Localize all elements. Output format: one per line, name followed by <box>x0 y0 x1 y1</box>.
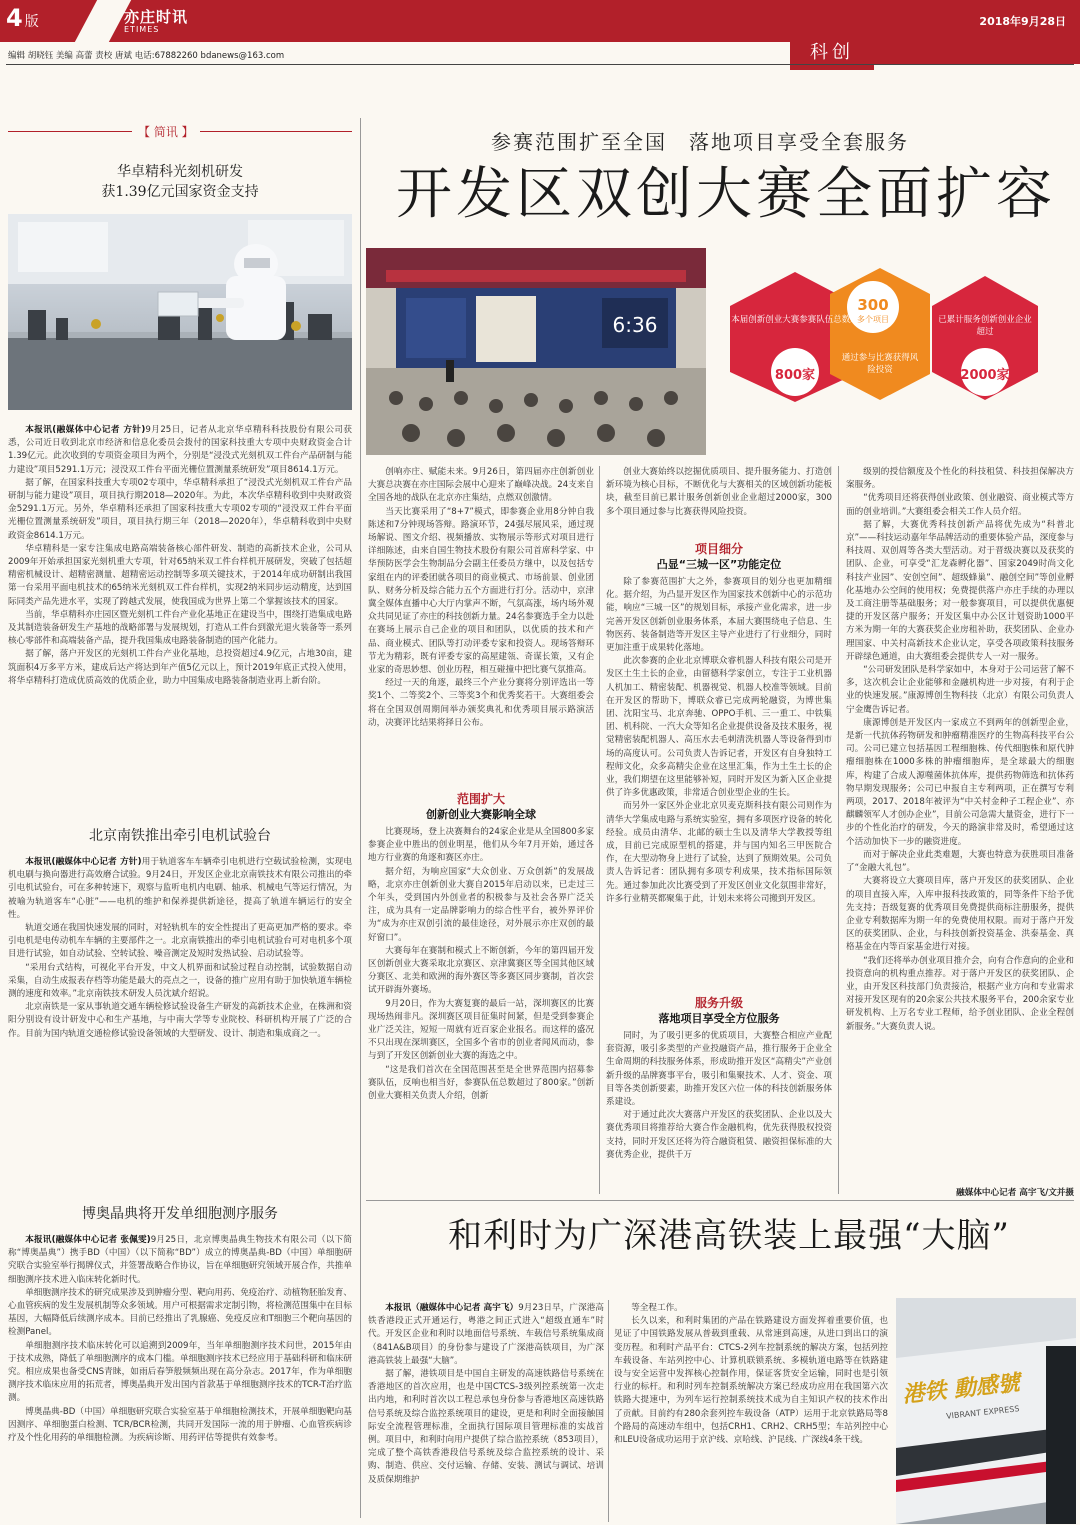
paragraph: 创业大赛始终以挖掘优质项目、提升服务能力、打造创新环境为核心目标，不断优化与大赛相关的区域创新功能板块，截至目前已累计服务创新创业企业超过2000家，300多个项目通过参与比赛获得风险投资。 <box>606 467 832 517</box>
paragraph: 9月20日，作为大赛复赛的最后一站，深圳赛区的比赛现场热闹非凡。深圳赛区项目征集时间紧，但是受到参赛企业广泛关注，短短一周就有近百家企业报名。而这样的盛况不只出现在深圳赛区，全国多个省市的创业者闻风而动，参与到了开发区创新创业大赛的海选之中。 <box>368 998 594 1062</box>
section-title-2: 凸显“三城一区”功能定位 <box>656 558 782 571</box>
brief-label: 【 简讯 】 <box>132 123 200 140</box>
train-photo <box>896 1298 1076 1524</box>
story2-col1 <box>368 1302 604 1524</box>
info-text-3: 已累计服务创新创业企业超过 <box>938 315 1032 337</box>
brief-lead-3: 本报讯(融媒体中心记者 张佩雯) <box>25 1235 151 1245</box>
column-divider <box>599 466 600 1194</box>
editor-credits: 编辑 胡晓钰 美编 高蕾 责校 唐斌 电话:67882260 bdanews@163.com <box>8 51 285 61</box>
feature-kicker: 参赛范围扩至全国 落地项目享受全套服务 <box>491 130 909 154</box>
page-number: 4 版 <box>6 4 39 32</box>
paragraph: 据介绍，为响应国家“大众创业、万众创新”的发展战略，北京亦庄创新创业大赛自2015年启动以来，已走过三个年头，受到国内外创业者的积极参与及社会各界广泛关注，成为具有一定品牌影响力的综合性平台，被外界评价为“成为亦庄双创引流的最佳途径，对外展示亦庄双创的最好窗口”。 <box>368 866 594 943</box>
paragraph: 而另外一家区外企业北京贝麦克斯科技有限公司则作为清华大学集成电路与系统实验室，拥有多项医疗设备的转化经验。成员由清华、北邮的硕士生以及清华大学教授等组成，目前已完成原型机的搭建，并与国内知名三甲医院合作，在大型动物身上进行了试验，达到了预期效果。公司负责人告诉记者：团队拥有多项专利成果，技术指标国际领先。通过参加此次比赛受到了开发区创业文化氛围非常好，许多行业精英都聚集于此，计划未来将公司搬到开发区。 <box>606 801 832 904</box>
info-value-3: 2000家 <box>960 368 1010 383</box>
brief-title-3: 博奥晶典将开发单细胞测序服务 <box>82 1206 278 1222</box>
paragraph: “采用台式结构，可视化平台开发，中文人机界面和试验过程自动控制，试验数据自动采集，自动生成报表存档等功能是最大的亮点之一，设备的推广应用有助于加快轨道车辆检测的速度和效率。”北京南铁技术研发人员沈斌介绍说。 <box>8 962 352 1000</box>
paragraph: 据了解，在国家科技重大专项02专项中，华卓精科承担了“浸没式光刻机双工件台产品研制与能力建设”项目，项目执行期2018—2020年。为此，本次华卓精科收到中央财政资金5291.1万元。另外，华卓精科还承担了国家科技重大专项02专项的“浸没双工件台平面光栅位置测量系统研发”项目，项目执行期三年（2018—2020年），华卓精科收到中央财政资金8614.1万元。 <box>8 477 352 541</box>
header-rule <box>6 64 1074 65</box>
lab-photo <box>8 214 352 410</box>
section-title-1: 创新创业大赛影响全球 <box>426 808 536 821</box>
section-tag-1: 范围扩大 <box>456 792 505 806</box>
paragraph: 此次参赛的企业北京博联众睿机器人科技有限公司是开发区土生土长的企业，由留德科学家创立，专注于工业机器人机加工、精密装配、机器视觉、机器人校准等领域。目前在开发区的帮助下，博联众睿已完成两轮融资，为博世集团、沈阳宝马、北京奔驰、OPPO手机、三一重工、中铁集团、机科院、一汽大众等知名企业提供设备及技术服务，视觉精密装配机器人、高压水去毛刺清洗机器人等设备得到市场的高度认可。公司负责人告诉记者，开发区有自身独特工程师文化，众多高精尖企业在这里汇集，作为土生土长的企业，我们期望在这里能够补短，同时开发区为新入区企业提供了许多优惠政策，非常适合创业型企业的生长。 <box>606 656 832 799</box>
story2-col2 <box>614 1302 888 1524</box>
paragraph: 北京南铁是一家从事轨道交通车辆检修试验设备生产研发的高新技术企业，在株洲和资阳分别设有设计研发中心和生产基地，与中南大学等专业院校、科研机构开展了广泛的合作。目前为国内轨道交通检修试验设备领域的大型研发、设计、制造和集成商之一。 <box>8 1002 352 1039</box>
feature-col2-top <box>606 466 832 536</box>
feature-byline: 融媒体中心记者 高宇飞/文并摄 <box>956 1188 1074 1198</box>
section-tag-2: 项目细分 <box>694 542 743 556</box>
feature-col2-middle <box>606 576 832 990</box>
contest-photo <box>366 248 706 455</box>
section-tab: 科创 <box>790 36 874 70</box>
info-text-1: 本届创新创业大赛参赛队伍总数超 <box>731 315 859 325</box>
paragraph: 华卓精科是一家专注集成电路高端装备核心部件研发、制造的高新技术企业，公司从2009年开始承担国家光刻机重大专项，针对65纳米双工件台样机开展研发，突破了包括超精密机械设计、超精密测量、超精密运动控制等多项关键技术，于2014年成功研制出我国第一台采用平面电机技术的65纳米光刻机双工件台样机，实现2纳米同步运动精度，达到国际同类产品先进水平，实现了跨越式发展，使我国成为世界上第二个掌握该技术的国家。 <box>8 543 352 607</box>
paragraph: “优秀项目还将获得创业政策、创业融资、商业模式等方面的创业培训。”大赛组委会相关工作人员介绍。 <box>846 493 1074 517</box>
paragraph: 9月25日，北京博奥晶典生物技术有限公司（以下简称“博奥晶典”）携手BD（中国）（以下简称“BD”）成立的博奥晶典-BD（中国）单细胞研究联合实验室举行揭牌仪式，并签署战略合作协议，旨在单细胞研究领域开展合作，共推单细胞测序技术进入临床转化新时代。 <box>8 1235 352 1285</box>
story2-headline: 和利时为广深港高铁装上最强“大脑” <box>448 1216 1010 1256</box>
paragraph: 级别的授信额度及个性化的科技租赁、科技担保解决方案服务。 <box>846 467 1074 491</box>
section-tag-3: 服务升级 <box>694 996 743 1010</box>
feature-col1-top <box>368 466 594 792</box>
column-divider <box>608 1300 609 1522</box>
paragraph: 经过一天的角逐，最终三个产业分赛将分别评选出一等奖1个、二等奖2个、三等奖3个和优秀奖若干。大赛组委会将在全国双创周期间举办颁奖典礼和优秀项目展示路演活动，决赛评比结果将择日公布。 <box>368 678 594 728</box>
column-divider <box>360 118 361 1518</box>
lab-photo-illustration <box>8 214 352 410</box>
brief-body-1 <box>8 424 352 810</box>
issue-date: 2018年9月28日 <box>979 15 1066 28</box>
paragraph: 对于通过此次大赛落户开发区的获奖团队、企业以及大赛优秀项目将推荐给大赛合作金融机构，优先获得股权投资支持，同时开发区还将为符合融资租赁、融资担保标准的大赛优秀企业，提供千万 <box>606 1110 832 1160</box>
train-livery-en: VIBRANT EXPRESS <box>945 1404 1020 1421</box>
paragraph: 博奥晶典-BD（中国）单细胞研究联合实验室基于单细胞检测技术，开展单细胞靶向基因测序、单细胞蛋白检测、TCR/BCR检测，共同开发国际一流的用于肿瘤、心血管疾病诊疗及个性化用药的单细胞检测。为疾病诊断、用药评估等提供有效参考。 <box>8 1406 352 1444</box>
paragraph: “这是我们首次在全国范围甚至是全世界范围内招募参赛队伍，反响也相当好，参赛队伍总数超过了800家。”创新创业大赛相关负责人介绍，创新 <box>368 1064 594 1102</box>
brief-lead-1: 本报讯(融媒体中心记者 方针) <box>25 425 146 435</box>
feature-col1-bottom <box>368 826 594 1214</box>
paragraph: 比赛现场，登上决赛舞台的24家企业是从全国800多家参赛企业中胜出的创业明星，他们从今年7月开始，通过各地方行业赛的角逐和赛区亦庄。 <box>368 827 594 864</box>
newspaper-brand: 亦庄时讯 <box>124 8 189 26</box>
paragraph: 轨道交通在我国快速发展的同时，对轻轨机车的安全性提出了更高更加严格的要求。牵引电机是电传动机车车辆的主要部件之一。北京南铁推出的牵引电机试验台可对电机多个项目进行试验，如自动试验、空转试验、噪音测定及短时发热试验、启动试验等。 <box>8 923 352 960</box>
paragraph: 用于轨道客车车辆牵引电机进行空载试验检测，实现电机电刷与换向器进行高效磨合试验。9月24日，开发区企业北京南铁技术有限公司推出的牵引电机试验台，可在多种转速下，观察与监听电机内电刷、轴承、机械电气等运行情况，为被喻为轨道客车“心脏”——电机的维护和保养提供新途径，提高了轨道车辆运行的安全性。 <box>8 857 352 920</box>
brief-body-3 <box>8 1234 352 1522</box>
brief-lead-2: 本报讯(融媒体中心记者 方针) <box>25 857 142 867</box>
paragraph: 当前，华卓精科亦庄园区暨光刻机工件台产业化基地正在建设当中，围绕打造集成电路及其制造装备研发生产基地的战略部署与发展规划，打造从工件台到激光退火装备等一系列核心零部件和高端装备产品，提升我国集成电路装备制造的国产化能力。 <box>8 609 352 647</box>
paragraph: 9月23日早，广深港高铁香港段正式开通运行，粤港之间正式进入“超级直通车”时代。开发区企业和利时以地面信号系统、车载信号系统集成商（841A&B项目）的身份参与建设了广深港高铁项目，为广深港高铁装上最强“大脑”。 <box>368 1303 604 1366</box>
column-divider <box>838 466 839 1194</box>
train-livery-text: 港铁 動感號 <box>901 1370 1021 1409</box>
info-text-2b: 通过参与比赛获得风险投资 <box>841 353 919 375</box>
paragraph: 康源博创是开发区内一家成立不到两年的创新型企业，是新一代抗体药物研发和肿瘤精准医疗的生物高科技平台公司。公司已建立包括基因工程细胞株、传代细胞株和原代肿瘤细胞株在1000多株的肿瘤细胞库，是全球最大的细胞库，构建了合成人源噬菌体抗体库，提供药物筛选和抗体药物早期发现服务；公司已申报自主专利两项，正在撰写专利两项，2017、2018年被评为“中关村金种子工程企业”、亦麒麟领军人才创办企业”，目前公司急需大量资金，进行下一步的个性化治疗的研发，今天的路演非常及时，希望通过这个活动加快下一步的融资进度。 <box>846 717 1074 847</box>
paragraph: 而对于解决企业此类难题，大赛也特意为获胜项目准备了“金融大礼包”。 <box>846 849 1074 874</box>
feature-col3 <box>846 466 1074 1184</box>
section-title-3: 落地项目享受全方位服务 <box>658 1012 780 1025</box>
paragraph: 单细胞测序技术临床转化可以追溯到2009年，当年单细胞测序技术问世，2015年由于技术成熟，降低了单细胞测序的成本门槛。单细胞测序技术已经应用于基础科研和临床研究。相应成果也备受CNS青睐，如雨后春笋般频频出现在高分杂志。2017年，作为单细胞测序技术临床应用的拓荒者，博奥晶典开发出国内首款基于单细胞测序技术的TCR-T治疗监测。 <box>8 1340 352 1404</box>
paragraph: 大赛将设立大赛项目库，落户开发区的获奖团队、企业的项目直接入库，入库申报科技政策的，同等条件下给予优先支持；吾级复赛的优秀项目免费提供商标注册服务，提供企业专利数据库为期一年的免费使用权限。而对于落户开发区的获奖团队、企业，与科技创新投资基金、洪泰基金、真格基金在内等百家基金进行对接。 <box>846 876 1074 953</box>
paragraph: 单细胞测序技术的研究成果涉及到肿瘤分型、靶向用药、免疫治疗、动植物胚胎发育、心血管疾病的发生发展机制等众多领域。用户可根据需求定制引物，将检测范围集中在目标基因，大幅降低后续测序成本。目前已经推出了乳腺癌、免疫反应和T细胞三个靶向基因的检测Panel。 <box>8 1287 352 1338</box>
infographic <box>710 262 1050 402</box>
info-value-1: 800家 <box>774 368 816 383</box>
brief-title-1: 华卓精科光刻机研发 获1.39亿元国家资金支持 <box>101 164 259 200</box>
feature-col2-bottom <box>606 1030 832 1214</box>
newspaper-brand-en: ETIMES <box>124 25 160 34</box>
paragraph: “我们还将举办创业项目推介会，向有合作意向的企业和投资意向的机构重点推荐。对于落户开发区的获奖团队、企业，由开发区科技部门负责接洽，根据产业方向和专业需求对接开发区现有的20余家公共技术服务平台，200余家专业研发机构、上万名专业工程师，给予创业团队、企业全程创新服务。”大赛负责人说。 <box>846 955 1074 1032</box>
brief-body-2 <box>8 856 352 1192</box>
paragraph: 除了参赛范围扩大之外，参赛项目的划分也更加精细化。据介绍，为凸显开发区作为国家技术创新中心的示范功能，响应“三城一区”的规划目标，承接产业化需求，进一步完善开发区创新创业服务体系，本届大赛围绕电子信息、生物医药、装备制造等开发区主导产业进行了行业细分，同时更加注重于成果转化落地。 <box>606 577 832 654</box>
contest-photo-illustration <box>366 248 706 455</box>
paragraph: 创响亦庄、赋能未来。9月26日，第四届亦庄创新创业大赛总决赛在亦庄国际会展中心迎来了巅峰决战。24支来自全国各地的战队在北京亦庄集结，点燃双创激情。 <box>368 467 594 504</box>
brief-title-2: 北京南铁推出牵引电机试验台 <box>89 828 271 844</box>
paragraph: 等全程工作。 <box>631 1303 683 1313</box>
paragraph: 大赛每年在赛制和模式上不断创新，今年的第四届开发区创新创业大赛采取北京赛区、京津冀赛区等全国其他区域分赛区、北美和欧洲的海外赛区等多赛区同步赛制，首次尝试开辟海外赛场。 <box>368 945 594 996</box>
screen-clock: 6:36 <box>612 313 658 337</box>
info-text-2: 多个项目 <box>857 315 889 324</box>
paragraph: 据了解，大赛优秀科技创新产品将优先成为“科普北京”——科技运动嘉年华品牌活动的重要体验产品，深度参与科技周、双创周等各类大型活动。对于晋级决赛以及获奖的团队、企业，可享受“汇龙森孵化器”、国家2049时尚文化科技产业园”、安创空间”、超级蜂巢”、融创空间”等创业孵化基地办公空间的使用权；免费提供落户亦庄手续的办理以及工商注册等基础服务；对一般参赛项目，可以提供优惠便捷的开发区落户服务；开发区集中办公区计划资助1000平方米为期一年的大赛获奖企业房租补助，获奖团队、企业办理国家、中关村高新技术企业认定，享受各项政策科技服务开辟绿色通道，由大赛组委会提供专人一对一服务。 <box>846 519 1074 662</box>
feature-headline: 开发区双创大赛全面扩容 <box>396 162 1056 227</box>
paragraph: 当天比赛采用了“8+7”模式，即参赛企业用8分钟自我陈述和7分钟现场答辩。路演环节，24强尽展风采，通过现场解说、图文介绍、视频播放、实物展示等形式对项目进行详细陈述，由来自国生物技术股份有限公司首席科学家、中华预防医学会生物制品分会副主任委员方继中，以及包括专家组在内的评委团就各项目的商业模式、市场前景、创业团队、财务分析及综合能力五个方面进行打分。活动中，京津冀全媒体直播中心大厅内掌声不断，气氛高涨，场内场外观众共同见证了亦庄的科技创新力量。24名参赛选手全力以赴在赛场上展示自己企业的项目和团队，以优质的技术和产品、商业模式、团队等打动评委专家和投资人。现场答辩环节尤为精彩，既有评委专家的高屋建瓴、奇谋长策，又有企业家的奇思妙想、创业历程，相互碰撞中把比赛气氛推高。 <box>368 506 594 676</box>
paragraph: 长久以来，和利时集团的产品在铁路建设方面发挥着重要价值，也见证了中国铁路发展从普载到重载、从常速到高速，从进口到出口的演变历程。和利时产品平台：CTCS-2列车控制系统的解决方案，包括列控车载设备、车站列控中心、计算机联锁系统、多模轨道电路等在铁路建设与安全运营中发挥核心控制作用，保证客货安全运输，同时也是引领行业的标杆。和利时列车控制系统解决方案已经成功应用在我国第六次铁路大提速中，为列车运行控制系统技术成为自主知识产权的技术作出了贡献。目前约有280余套列控车载设备（ATP）运用于北京铁路局等8个路局的高速动车组中，包括CRH1、CRH2、CRH5型；车站列控中心和LEU设备成功运用于京沪线、京哈线、沪昆线、广深线4条干线。 <box>614 1316 888 1446</box>
paragraph: 同时，为了吸引更多的优质项目，大赛整合相应产业配套资源，吸引多类型的产业投融资产品，推行服务于企业全生命周期的科技服务体系，形成助推开发区“高精尖”产业创新升级的品牌赛事平台，吸引和集聚技术、人才、资金、项目等各类创新要素，助推开发区六位一体的科技创新服务体系建设。 <box>606 1031 832 1108</box>
paragraph: 据了解，港铁项目是中国自主研发的高速铁路信号系统在香港地区的首次应用，也是中国CTCS-3级列控系统第一次走出内地，和利时首次以工程总承包身份参与香港地区高速铁路信号系统及综合监控系统项目的建设，更是和利时全面接触国际安全流程管理标准，全面执行国际项目管理标准的实战首例。项目中，和利时向用户提供了综合监控系统（853项目），完成了整个高铁香港段信号系统及综合监控系统的设计、采购、制造、供应、交付运输、存储、安装、测试与调试、培训及质保期维护 <box>368 1369 604 1485</box>
paragraph: 据了解，落户开发区的光刻机工件台产业化基地，总投资超过4.9亿元，占地30亩，建筑面积4万多平方米，建成后达产将达到年产值5亿元以上，预计2019年底正式投入使用，将华卓精科打造成优质高效的优质企业，助力中国集成电路装备制造业再上新台阶。 <box>8 649 352 686</box>
paragraph: “公司研发团队是科学家如中，本身对于公司运营了解不多，这次机会让企业能够和金融机构进一步对接，有利于企业的快速发展。”康源博创生物科技（北京）有限公司负责人宁金鹰告诉记者。 <box>846 665 1074 715</box>
info-value-2: 300 <box>857 296 889 314</box>
story2-lead: 本报讯（融媒体中心记者 高宇飞） <box>385 1303 519 1313</box>
story-divider <box>366 1200 1074 1201</box>
paragraph: 9月25日，记者从北京华卓精科科技股份有限公司获悉，公司近日收到北京市经济和信息化委员会拨付的国家科技重大专项中央财政资金合计1.39亿元。此次收到的专项资金项目为两个，分别是“浸没式光刻机双工件台产品研制与能力建设”项目5291.1万元；浸没双工件台平面光栅位置测量系统研发”项目8614.1万元。 <box>8 425 352 475</box>
